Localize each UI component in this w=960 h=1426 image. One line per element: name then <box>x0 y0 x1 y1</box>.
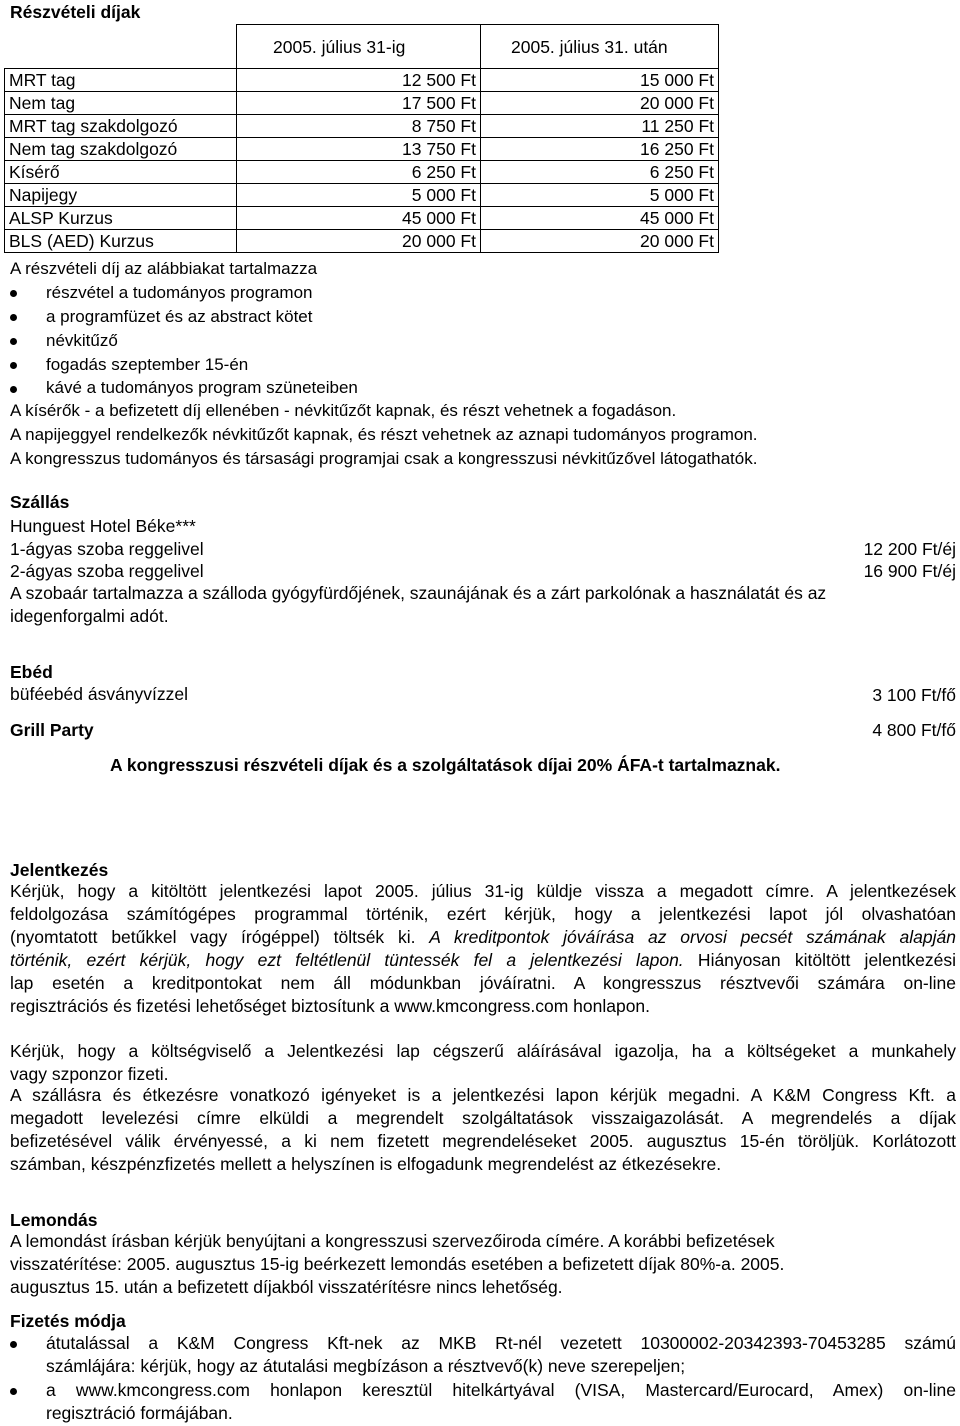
fee-late: 20 000 Ft <box>481 230 719 253</box>
fee-early: 20 000 Ft <box>237 230 481 253</box>
text-line: regisztráció formájában. <box>46 1403 233 1423</box>
text-line: A szállásra és étkezésre vonatkozó igényeket is a jelentkezési lapon kérjük megadni. A K&M Congress Kft. a <box>10 1085 956 1105</box>
fee-early: 6 250 Ft <box>237 161 481 184</box>
accommodation-note-line: idegenforgalmi adót. <box>10 606 169 626</box>
table-row <box>5 115 719 138</box>
fee-early: 5 000 Ft <box>237 184 481 207</box>
fee-label: Nem tag <box>5 92 237 115</box>
cancellation-paragraph <box>10 1230 956 1299</box>
text-line: feldolgozása számítógépes programmal történik, ezért kérjük, hogy a jelentkezési lapot jól olvashatóan <box>10 904 956 924</box>
fees-table-header <box>5 25 719 69</box>
bullet-icon <box>10 290 17 297</box>
text-line: lap esetén a kreditpontokat nem áll módunkban jóváíratni. A kongresszus résztvevői számára on-line <box>10 973 956 993</box>
text-line: Kérjük, hogy a kitöltött jelentkezési lapot 2005. július 31-ig küldje vissza a megadott címre. A jelentkezések <box>10 881 956 901</box>
list-item: kávé a tudományos program szüneteiben <box>46 378 358 397</box>
fee-early: 13 750 Ft <box>237 138 481 161</box>
fee-label: Napijegy <box>5 184 237 207</box>
registration-paragraph-3 <box>10 1084 956 1176</box>
text-line: számlájára: kérjük, hogy az átutalási megbízáson a résztvevő(k) neve szerepeljen; <box>46 1356 686 1376</box>
text-line <box>10 926 956 949</box>
fee-late: 16 250 Ft <box>481 138 719 161</box>
fee-early: 17 500 Ft <box>237 92 481 115</box>
room-label: 2-ágyas szoba reggelivel <box>10 561 204 581</box>
fee-label: MRT tag <box>5 69 237 92</box>
text-line: visszatérítése: 2005. augusztus 15-ig beérkezett lemondás esetében a befizetett díjak 80%-a. 2005. <box>10 1254 785 1274</box>
header-empty-cell <box>5 25 237 69</box>
fee-early: 45 000 Ft <box>237 207 481 230</box>
text-span: Hiányosan kitöltött jelentkezési <box>683 950 956 970</box>
text-line: vagy szponzor fizeti. <box>10 1064 169 1084</box>
table-row <box>5 92 719 115</box>
fee-label: BLS (AED) Kurzus <box>5 230 237 253</box>
text-line: megadott levelezési címre elküldi a megrendelt szolgáltatások visszaigazolását. A megrendelés a díjak <box>10 1108 956 1128</box>
header-col-late: 2005. július 31. után <box>481 25 719 69</box>
room-label: 1-ágyas szoba reggelivel <box>10 539 204 559</box>
fee-early: 12 500 Ft <box>237 69 481 92</box>
fee-label: Nem tag szakdolgozó <box>5 138 237 161</box>
fees-table <box>4 24 719 253</box>
fees-title: Részvételi díjak <box>10 2 141 22</box>
table-row <box>5 138 719 161</box>
vat-note: A kongresszusi részvételi díjak és a szolgáltatások díjai 20% ÁFA-t tartalmaznak. <box>110 755 781 775</box>
accommodation-note-line: A szobaár tartalmazza a szálloda gyógyfürdőjének, szaunájának és a zárt parkolónak a használatát és az <box>10 583 827 603</box>
payment-method-card <box>46 1379 956 1425</box>
accommodation-title: Szállás <box>10 492 70 512</box>
payment-method-transfer <box>46 1332 956 1378</box>
hotel-name: Hunguest Hotel Béke*** <box>10 516 196 536</box>
registration-paragraph-1 <box>10 880 956 1018</box>
cancellation-title: Lemondás <box>10 1210 98 1230</box>
fee-label: MRT tag szakdolgozó <box>5 115 237 138</box>
list-item: a programfüzet és az abstract kötet <box>46 307 313 326</box>
text-line: számban, készpénzfizetés mellett a helyszínen is elfogadunk megrendelést az étkezésekre. <box>10 1154 722 1174</box>
text-span: (nyomtatott betűkkel vagy írógéppel) töltsék ki. <box>10 927 430 947</box>
bullet-icon <box>10 386 17 393</box>
text-line: augusztus 15. után a befizetett díjakból visszatérítésre nincs lehetőség. <box>10 1277 563 1297</box>
text-line: A lemondást írásban kérjük benyújtani a kongresszusi szervezőiroda címére. A korábbi befizetések <box>10 1231 775 1251</box>
grill-party-price: 4 800 Ft/fő <box>872 720 956 740</box>
table-row <box>5 69 719 92</box>
table-row <box>5 230 719 253</box>
registration-title: Jelentkezés <box>10 860 109 880</box>
fee-late: 15 000 Ft <box>481 69 719 92</box>
payment-title: Fizetés módja <box>10 1311 126 1331</box>
grill-party-label: Grill Party <box>10 720 94 740</box>
lunch-title: Ebéd <box>10 662 53 682</box>
bullet-icon <box>10 314 17 321</box>
list-item: névkitűző <box>46 331 118 350</box>
text-line <box>10 949 956 972</box>
lunch-item: büféebéd ásványvízzel <box>10 684 189 704</box>
text-line: átutalással a K&M Congress Kft-nek az MKB Rt-nél vezetett 10300002-20342393-70453285 számú <box>46 1333 956 1353</box>
table-row <box>5 184 719 207</box>
registration-paragraph-2 <box>10 1040 956 1086</box>
text-line: befizetésével válik érvényessé, a ki nem fizetett megrendeléseket 2005. augusztus 15-én töröljük. Korlátozott <box>10 1131 956 1151</box>
table-row <box>5 161 719 184</box>
room-price: 16 900 Ft/éj <box>863 561 956 581</box>
emphasis-text: történik, ezért kérjük, hogy ezt feltétlenül tüntessék fel a jelentkezési lapon. <box>10 950 684 970</box>
note-badge: A kongresszus tudományos és társasági programjai csak a kongresszusi névkitűzővel látogathatók. <box>10 449 758 468</box>
note-companions: A kísérők - a befizetett díj ellenében - névkitűzőt kapnak, és részt vehetnek a fogadáson. <box>10 401 677 420</box>
text-line: regisztrációs és fizetési lehetőséget biztosítunk a www.kmcongress.com honlapon. <box>10 996 651 1016</box>
bullet-icon <box>10 1388 17 1395</box>
fee-late: 5 000 Ft <box>481 184 719 207</box>
fee-label: Kísérő <box>5 161 237 184</box>
fee-late: 45 000 Ft <box>481 207 719 230</box>
note-day-ticket: A napijeggyel rendelkezők névkitűzőt kapnak, és részt vehetnek az aznapi tudományos programon. <box>10 425 758 444</box>
emphasis-text: A kreditpontok jóváírása az orvosi pecsét számának alapján <box>429 927 957 947</box>
lunch-price: 3 100 Ft/fő <box>872 685 956 705</box>
fee-late: 6 250 Ft <box>481 161 719 184</box>
text-line: Kérjük, hogy a költségviselő a Jelentkezési lap cégszerű aláírásával igazolja, ha a költségeket a munkahely <box>10 1041 956 1061</box>
list-item: fogadás szeptember 15-én <box>46 355 249 374</box>
list-item: részvétel a tudományos programon <box>46 283 313 302</box>
bullet-icon <box>10 1341 17 1348</box>
fee-early: 8 750 Ft <box>237 115 481 138</box>
text-line: a www.kmcongress.com honlapon keresztül hitelkártyával (VISA, Mastercard/Eurocard, Amex) on-line <box>46 1380 956 1400</box>
header-col-early: 2005. július 31-ig <box>237 25 481 69</box>
fee-late: 20 000 Ft <box>481 92 719 115</box>
includes-intro: A részvételi díj az alábbiakat tartalmazza <box>10 259 318 278</box>
room-price: 12 200 Ft/éj <box>863 539 956 559</box>
fee-label: ALSP Kurzus <box>5 207 237 230</box>
fee-late: 11 250 Ft <box>481 115 719 138</box>
table-row <box>5 207 719 230</box>
bullet-icon <box>10 362 17 369</box>
bullet-icon <box>10 338 17 345</box>
